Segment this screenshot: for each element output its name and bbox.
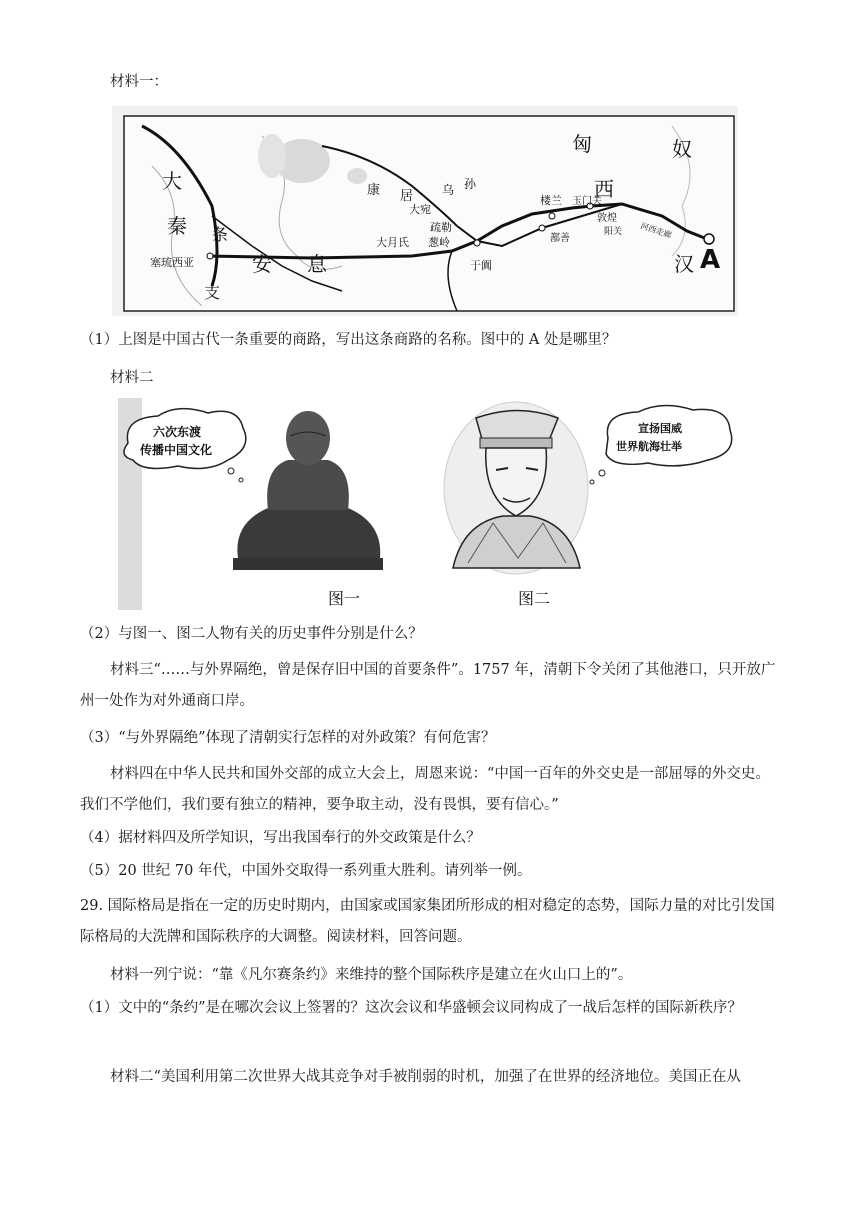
- map-label-an: 安: [252, 252, 272, 276]
- map-label-xiong: 匈: [572, 132, 592, 156]
- map-label-kang: 康: [367, 183, 381, 198]
- map-label-seleucia: 塞琉西亚: [150, 256, 194, 269]
- question-4: （4）据材料四及所学知识，写出我国奉行的外交政策是什么？: [80, 830, 481, 846]
- material4: 材料四在中华人民共和国外交部的成立大会上，周恩来说：“中国一百年的外交史是一部屈辱的外交史。我们不学他们，我们要有独立的精神，要争取主动，没有畏惧，要有信心。”: [80, 766, 770, 813]
- material2-label: 材料二: [110, 370, 154, 386]
- paragraph-29: 29. 国际格局是指在一定的历史时期内，由国家或国家集团所形成的相对稳定的态势，国际力量的对比引发国际格局的大洗牌和国际秩序的大调整。阅读材料，回答问题。: [80, 898, 775, 945]
- map-label-han: 汉: [674, 252, 694, 276]
- question-1: （1）上图是中国古代一条重要的商路，写出这条商路的名称。图中的 A 处是哪里？: [80, 332, 617, 348]
- map-label-sun: 孙: [464, 177, 477, 191]
- map-label-hexi: 河西走廊: [639, 221, 673, 240]
- bubble1-line1: 六次东渡: [153, 425, 202, 439]
- map-label-nu: 奴: [672, 137, 692, 161]
- p29-material1: 材料一列宁说：“靠《凡尔赛条约》来维持的整个国际秩序是建立在火山口上的”。: [110, 967, 633, 983]
- bubble2-line2: 世界航海壮举: [616, 440, 682, 453]
- map-label-da: 大: [162, 169, 182, 193]
- map-label-qin: 秦: [167, 214, 187, 238]
- map-label-zhi: 支: [204, 283, 221, 302]
- map-label-yumenguan: 玉门关: [572, 196, 602, 207]
- p29-material2: 材料二“美国利用第二次世界大战其竞争对手被削弱的时机，加强了在世界的经济地位。美国正在从: [110, 1069, 741, 1085]
- question-2: （2）与图一、图二人物有关的历史事件分别是什么？: [80, 626, 423, 642]
- map-label-wu: 乌: [442, 183, 455, 197]
- question-3: （3）“与外界隔绝”体现了清朝实行怎样的对外政策？有何危害？: [80, 730, 496, 746]
- bubble2-line1: 宣扬国威: [638, 422, 682, 435]
- map-label-A: A: [700, 245, 721, 275]
- material3: 材料三“……与外界隔绝，曾是保存旧中国的首要条件”。1757 年，清朝下令关闭了其他港口，只开放广州一处作为对外通商口岸。: [80, 662, 776, 709]
- p29-question-1: （1）文中的“条约”是在哪次会议上签署的？这次会议和华盛顿会议同构成了一战后怎样的国际新秩序？: [80, 1000, 743, 1016]
- map-label-dayuezhi: 大月氏: [376, 236, 409, 249]
- map-label-yangguan: 阳关: [604, 227, 623, 237]
- silk-road-map: [112, 106, 738, 316]
- bubble1-line2: 传播中国文化: [140, 443, 213, 457]
- material1-label: 材料一：: [110, 74, 168, 90]
- caption-fig2: 图二: [518, 589, 551, 608]
- map-label-loulan: 楼兰: [540, 194, 562, 207]
- map-label-ju: 居: [400, 189, 414, 204]
- map-label-dayuan: 大宛: [409, 203, 431, 216]
- map-label-shanshan: 鄯善: [550, 233, 570, 244]
- map-label-xi: 息: [307, 252, 327, 276]
- caption-fig1: 图一: [328, 589, 361, 608]
- map-label-dunhuang: 敦煌: [597, 213, 617, 224]
- map-label-shule: 疏勒: [430, 221, 452, 234]
- map-label-tiao: 条: [212, 225, 229, 244]
- map-label-congling: 葱岭: [428, 236, 450, 249]
- figures-panel: [118, 398, 744, 610]
- map-label-yutian: 于阗: [470, 259, 492, 272]
- question-5: （5）20 世纪 70 年代，中国外交取得一系列重大胜利。请列举一例。: [80, 863, 532, 879]
- map-label-xi2: 西: [594, 177, 614, 201]
